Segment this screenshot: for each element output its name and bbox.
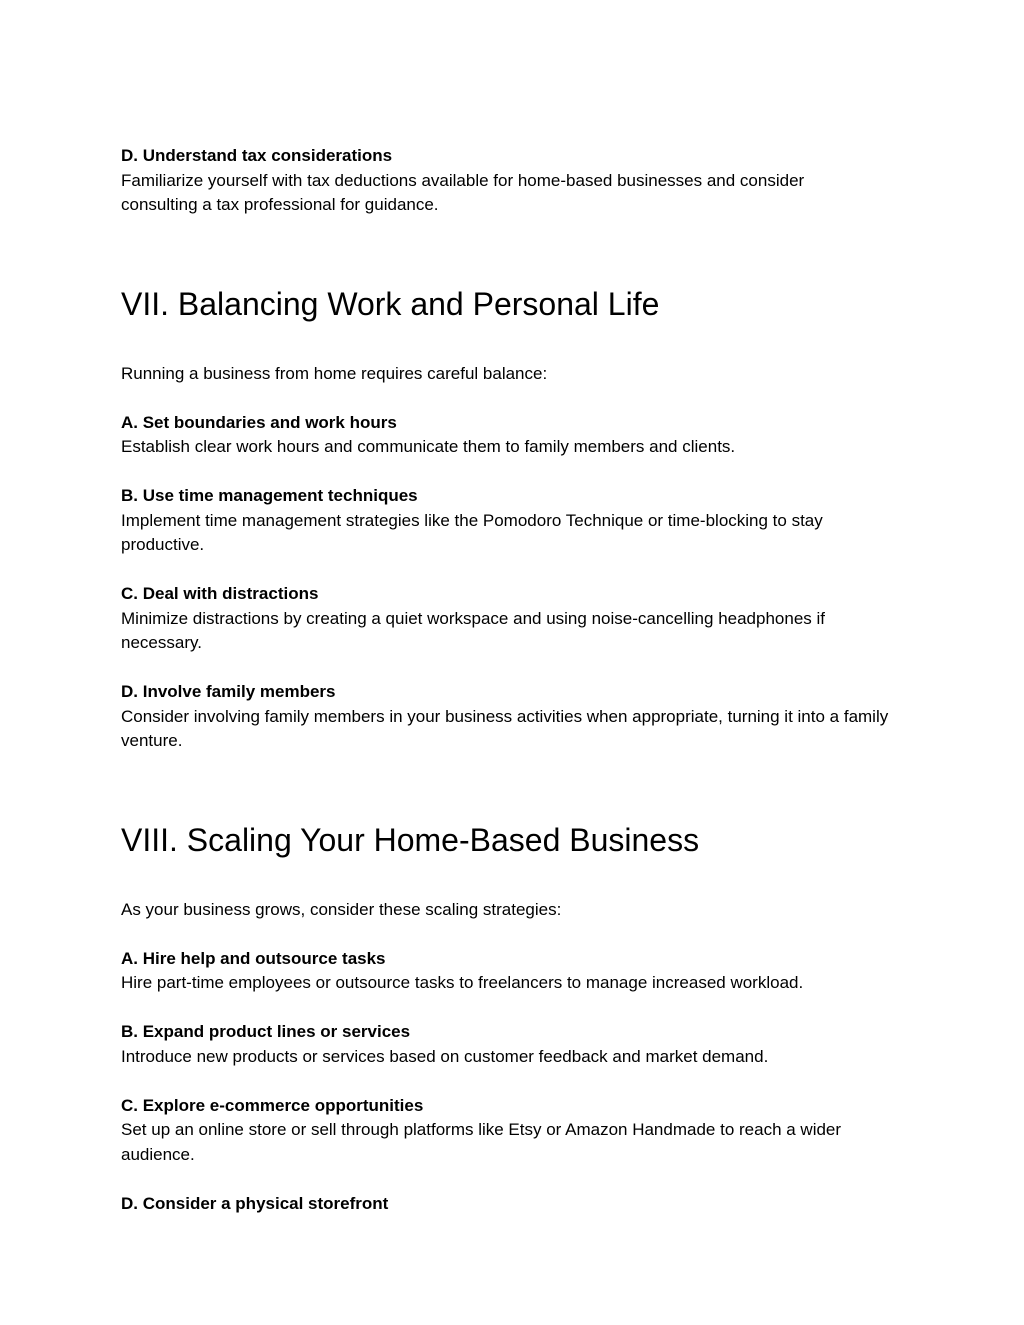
item-body: Familiarize yourself with tax deductions available for home-based businesses and consider consulting a tax professional for guidance. — [121, 170, 805, 214]
item-title: A. Hire help and outsource tasks — [121, 948, 386, 968]
section-heading-vii: VII. Balancing Work and Personal Life — [121, 285, 660, 322]
item-body: Consider involving family members in your business activities when appropriate, turning it into a family venture. — [121, 706, 889, 750]
item-body: Establish clear work hours and communicate them to family members and clients. — [121, 437, 736, 456]
tax-considerations-item — [121, 144, 911, 218]
item-title: A. Set boundaries and work hours — [121, 412, 397, 432]
list-item — [121, 947, 911, 996]
section-intro-viii: As your business grows, consider these scaling strategies: — [121, 899, 562, 919]
document-page — [121, 144, 911, 1216]
list-item — [121, 1020, 911, 1069]
item-body: Set up an online store or sell through platforms like Etsy or Amazon Handmade to reach a wider audience. — [121, 1120, 842, 1164]
item-body: Hire part-time employees or outsource tasks to freelancers to manage increased workload. — [121, 973, 804, 992]
item-title: D. Understand tax considerations — [121, 146, 393, 165]
item-body: Minimize distractions by creating a quiet workspace and using noise-cancelling headphones if necessary. — [121, 608, 826, 652]
item-title: B. Expand product lines or services — [121, 1022, 411, 1041]
section-heading-viii: VIII. Scaling Your Home-Based Business — [121, 821, 700, 858]
list-item — [121, 411, 911, 460]
item-title: C. Deal with distractions — [121, 584, 319, 603]
section-intro-vii: Running a business from home requires careful balance: — [121, 363, 548, 383]
item-body: Introduce new products or services based on customer feedback and market demand. — [121, 1046, 769, 1066]
list-item — [121, 680, 911, 754]
item-body: Implement time management strategies like the Pomodoro Technique or time-blocking to stay productive. — [121, 510, 823, 554]
list-item — [121, 582, 911, 656]
item-title: D. Involve family members — [121, 682, 336, 701]
list-item — [121, 484, 911, 558]
list-item — [121, 1192, 911, 1217]
item-title: C. Explore e-commerce opportunities — [121, 1095, 424, 1115]
item-title: D. Consider a physical storefront — [121, 1193, 389, 1213]
list-item — [121, 1094, 911, 1168]
item-title: B. Use time management techniques — [121, 486, 418, 505]
